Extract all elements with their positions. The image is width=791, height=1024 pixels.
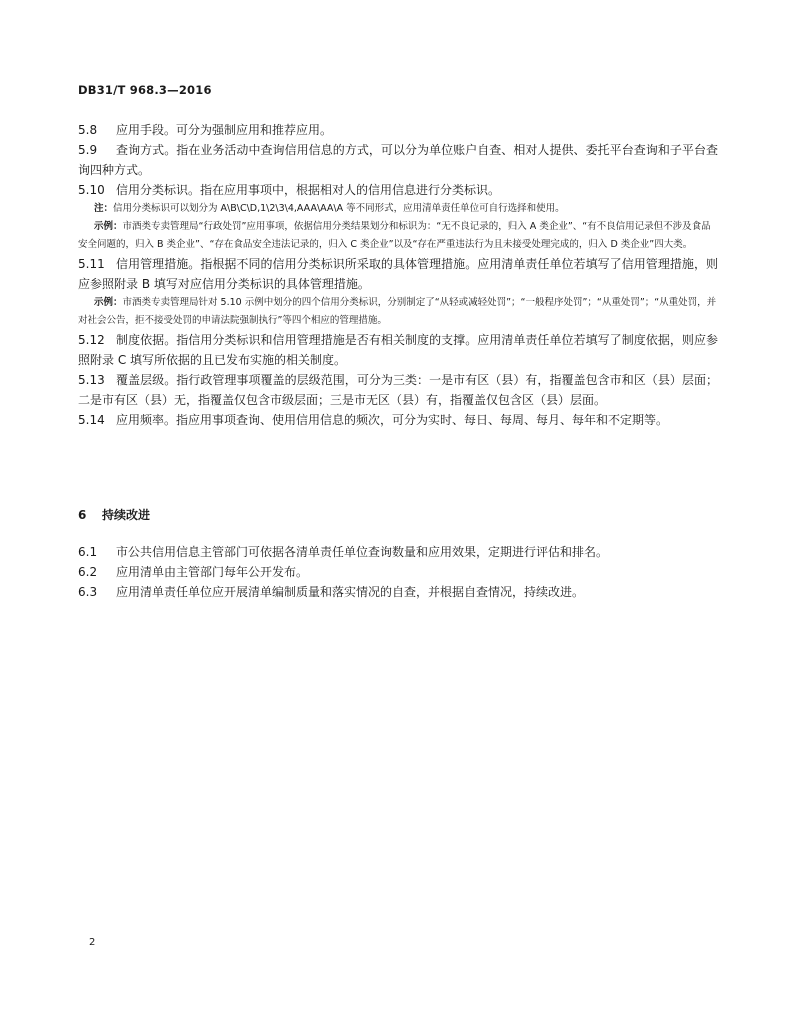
clause-5-14 [78,410,718,430]
note-5-10 [94,200,718,218]
clause-number: 5.8 [78,123,98,137]
example-label: 示例： [94,221,123,232]
example-text: 市酒类专卖管理局“行政处罚”应用事项，依据信用分类结果划分和标识为：“无不良记录的，归入 A 类企业”、“有不良信用记录但不涉及食品安全问题的，归入 B 类企业”、“存在食品安全违法记录的，归入 C 类企业”以及“存在严重违法行为且未接受处理完成的，归入 D 类企业”四大类。 [78,221,711,250]
clause-text: 制度依据。指信用分类标识和信用管理措施是否有相关制度的支撑。应用清单责任单位若填写了制度依据，则应参照附录 C 填写所依据的且已发布实施的相关制度。 [78,333,718,367]
note-label: 注： [94,203,114,214]
clause-5-8 [78,120,718,140]
clause-number: 5.11 [78,257,105,271]
clause-number: 6.3 [78,585,98,599]
clause-5-13 [78,370,718,410]
example-text: 市酒类专卖管理局针对 5.10 示例中划分的四个信用分类标识，分别制定了“从轻或减轻处罚”；“一般程序处罚”；“从重处罚”；“从重处罚，并对社会公告，拒不接受处罚的申请法院强制执行”等四个相应的管理措施。 [78,297,717,326]
clause-number: 5.12 [78,333,105,347]
clause-number: 6.2 [78,565,98,579]
example-5-10 [78,218,718,254]
section-6-heading [78,506,150,523]
example-label: 示例： [94,297,123,308]
page-number: 2 [89,937,96,948]
clause-text: 覆盖层级。指行政管理事项覆盖的层级范围，可分为三类：一是市有区（县）有，指覆盖包含市和区（县）层面；二是市有区（县）无，指覆盖仅包含市级层面；三是市无区（县）有，指覆盖仅包含区（县）层面。 [78,373,718,407]
clause-block-5 [78,120,718,430]
clause-text: 应用清单责任单位应开展清单编制质量和落实情况的自查，并根据自查情况，持续改进。 [116,585,585,599]
clause-6-3 [78,582,718,602]
clause-text: 信用分类标识。指在应用事项中，根据相对人的信用信息进行分类标识。 [116,183,501,197]
clause-5-11 [78,254,718,294]
note-text: 信用分类标识可以划分为 A\B\C\D,1\2\3\4,AAA\AA\A 等不同形式，应用清单责任单位可自行选择和使用。 [113,203,565,214]
clause-text: 信用管理措施。指根据不同的信用分类标识所采取的具体管理措施。应用清单责任单位若填写了信用管理措施，则应参照附录 B 填写对应信用分类标识的具体管理措施。 [78,257,718,291]
clause-number: 5.9 [78,143,98,157]
example-5-11 [78,294,718,330]
clause-text: 查询方式。指在业务活动中查询信用信息的方式，可以分为单位账户自查、相对人提供、委托平台查询和子平台查询四种方式。 [78,143,718,177]
clause-text: 应用手段。可分为强制应用和推荐应用。 [116,123,333,137]
clause-text: 应用频率。指应用事项查询、使用信用信息的频次，可分为实时、每日、每周、每月、每年和不定期等。 [116,413,669,427]
clause-5-12 [78,330,718,370]
section-number: 6 [78,508,87,522]
clause-6-1 [78,542,718,562]
clause-number: 6.1 [78,545,98,559]
clause-number: 5.10 [78,183,105,197]
clause-block-6 [78,542,718,602]
standard-code: DB31/T 968.3—2016 [78,83,212,97]
section-title: 持续改进 [102,508,151,522]
clause-5-10 [78,180,718,200]
clause-text: 应用清单由主管部门每年公开发布。 [116,565,309,579]
clause-number: 5.13 [78,373,105,387]
clause-5-9 [78,140,718,180]
clause-6-2 [78,562,718,582]
clause-number: 5.14 [78,413,105,427]
clause-text: 市公共信用信息主管部门可依据各清单责任单位查询数量和应用效果，定期进行评估和排名。 [116,545,609,559]
